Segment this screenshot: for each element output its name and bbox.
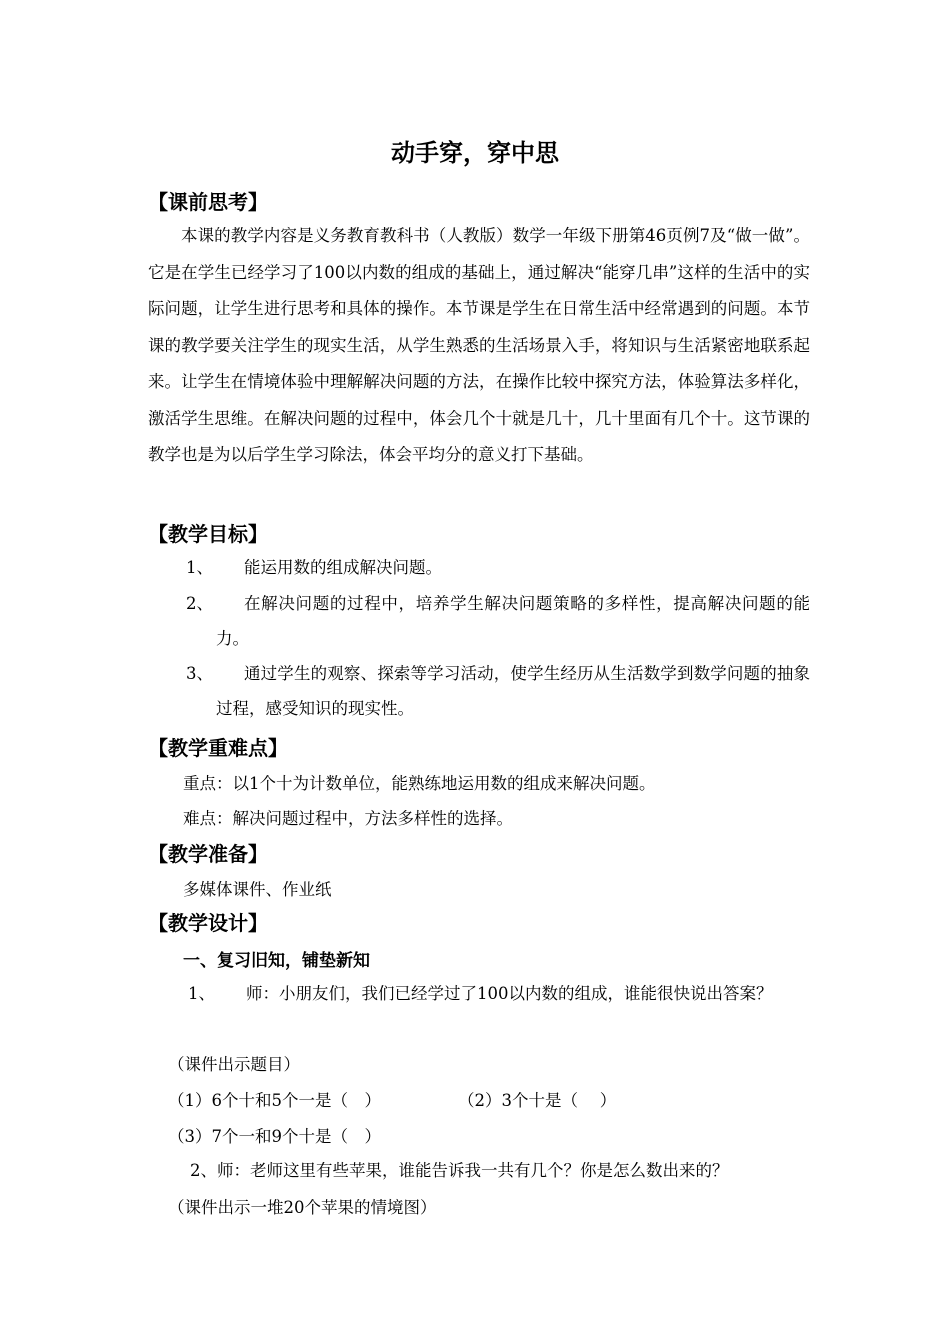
section-heading-preparation: 【教学准备】: [148, 842, 268, 866]
goal-item-2: [186, 586, 810, 656]
design-step-2: 2、师：老师这里有些苹果，谁能告诉我一共有几个？你是怎么数出来的？: [190, 1161, 729, 1180]
document-title: 动手穿，穿中思: [391, 139, 559, 167]
difficulty-text: 难点：解决问题过程中，方法多样性的选择。: [183, 809, 513, 828]
question-1: （1）6个十和5个一是（ ）: [168, 1091, 381, 1110]
preparation-text: 多媒体课件、作业纸: [183, 880, 332, 899]
goal-text: 通过学生的观察、探索等学习活动，使学生经历从生活数学到数学问题的抽象过程，感受知识的现实性。: [216, 664, 810, 718]
courseware-note: （课件出示题目）: [168, 1055, 300, 1074]
courseware-note-2: （课件出示一堆20个苹果的情境图）: [168, 1198, 437, 1217]
goal-item-3: [186, 656, 810, 726]
section-heading-pre-thinking: 【课前思考】: [148, 190, 268, 214]
section-heading-design: 【教学设计】: [148, 911, 268, 935]
goal-number: 3、: [186, 664, 213, 683]
goal-item-1: [186, 550, 810, 585]
step-text: 师：小朋友们，我们已经学过了100以内数的组成，谁能很快说出答案？: [246, 984, 773, 1003]
design-step-1: [188, 976, 810, 1011]
question-3: （3）7个一和9个十是（ ）: [168, 1127, 381, 1146]
section-heading-key-points: 【教学重难点】: [148, 736, 288, 760]
goal-text: 能运用数的组成解决问题。: [244, 558, 442, 577]
design-subheading: 一、复习旧知，铺垫新知: [183, 951, 370, 971]
goal-text: 在解决问题的过程中，培养学生解决问题策略的多样性，提高解决问题的能力。: [216, 594, 810, 648]
question-2: （2）3个十是（ ）: [458, 1091, 617, 1110]
goal-number: 2、: [186, 594, 213, 613]
section-heading-goals: 【教学目标】: [148, 522, 268, 546]
key-point-text: 重点：以1个十为计数单位，能熟练地运用数的组成来解决问题。: [183, 774, 656, 793]
step-number: 1、: [188, 984, 215, 1003]
goal-number: 1、: [186, 558, 213, 577]
pre-thinking-paragraph: 本课的教学内容是义务教育教科书（人教版）数学一年级下册第46页例7及“做一做”。它是在学生已经学习了100以内数的组成的基础上，通过解决“能穿几串”这样的生活中的实际问题，让学生进行思考和具体的操作。本节课是学生在日常生活中经常遇到的问题。本节课的教学要关注学生的现实生活，从学生熟悉的生活场景入手，将知识与生活紧密地联系起来。让学生在情境体验中理解解决问题的方法，在操作比较中探究方法，体验算法多样化，激活学生思维。在解决问题的过程中，体会几个十就是几十，几十里面有几个十。这节课的教学也是为以后学生学习除法，体会平均分的意义打下基础。: [148, 226, 810, 464]
